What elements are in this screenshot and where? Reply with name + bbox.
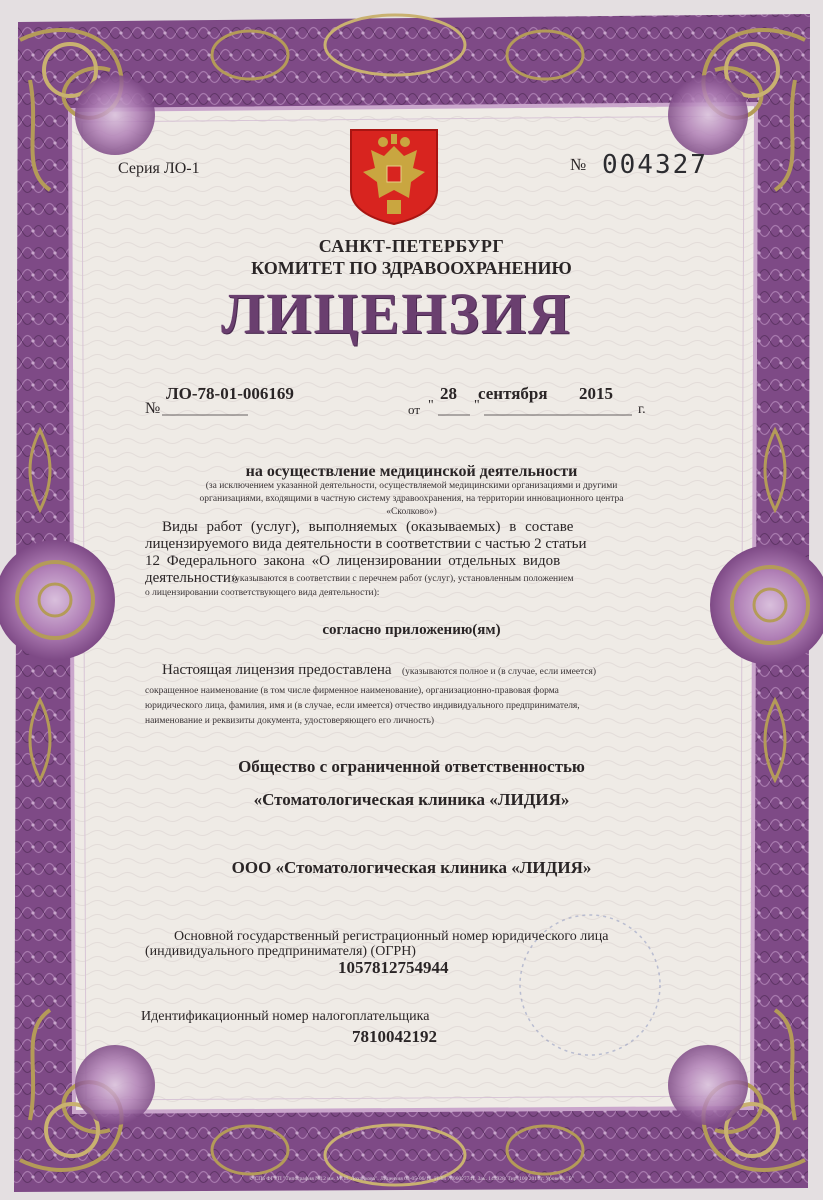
committee-heading: КОМИТЕТ ПО ЗДРАВООХРАНЕНИЮ (251, 258, 572, 278)
holder-intro-note: юридического лица, фамилия, имя и (в случае, если имеется) отчество индивидуального предпринимателя, (145, 701, 580, 711)
rosette-left (0, 540, 115, 660)
works-line: деятельности» (145, 570, 239, 586)
date-day: 28 (440, 384, 457, 403)
year-suffix: г. (638, 402, 646, 417)
city-heading: САНКТ-ПЕТЕРБУРГ (318, 236, 505, 256)
according-to-appendix: согласно приложению(ям) (322, 622, 501, 638)
license-title: ЛИЦЕНЗИЯ (221, 281, 572, 346)
date-month: сентября (478, 384, 548, 403)
holder-intro-note: наименование и реквизиты документа, удостоверяющего его личность) (145, 716, 435, 726)
date-from-label: от (408, 402, 421, 417)
activity-title: на осуществление медицинской деятельности (245, 463, 578, 480)
works-line: Виды работ (услуг), выполняемых (оказываемых) в составе (162, 519, 574, 535)
license-number: ЛО-78-01-006169 (166, 384, 294, 403)
coat-of-arms-icon (349, 128, 439, 226)
activity-note-line: организациями, входящими в частную систему здравоохранения, на территории инновационного центра (199, 494, 624, 504)
activity-note-line: (за исключением указанной деятельности, осуществляемой медицинскими организациями и другими (205, 481, 618, 491)
date-year: 2015 (579, 384, 613, 403)
holder-short-name: ООО «Стоматологическая клиника «ЛИДИЯ» (231, 858, 592, 877)
quote-open: " (428, 398, 434, 413)
ogrn-value: 1057812754944 (338, 958, 449, 977)
holder-intro: Настоящая лицензия предоставлена (162, 662, 392, 678)
works-line-note: (указываются в соответствии с перечнем работ (услуг), установленным положением (232, 574, 574, 584)
inn-label: Идентификационный номер налогоплательщика (141, 1009, 430, 1024)
ogrn-label: Основной государственный регистрационный номер юридического лица (174, 929, 609, 944)
holder-intro-note: сокращенное наименование (в том числе фирменное наименование), организационно-правовая форма (145, 686, 559, 696)
activity-note-line: «Сколково») (386, 507, 437, 517)
holder-full-name: Общество с ограниченной ответственностью (238, 757, 585, 776)
quote-close: " (474, 398, 480, 413)
ogrn-label: (индивидуального предпринимателя) (ОГРН) (145, 944, 416, 959)
license-number-label: № (145, 400, 161, 417)
works-line-note: о лицензировании соответствующего вида деятельности): (145, 588, 380, 598)
works-line: 12 Федерального закона «О лицензировании отдельных видов (145, 553, 561, 569)
holder-full-name: «Стоматологическая клиника «ЛИДИЯ» (253, 790, 570, 809)
blank-number: 004327 (602, 150, 708, 180)
holder-intro-note: (указываются полное и (в случае, если имеется) (402, 667, 597, 677)
printer-imprint: © СПб ФГУП "Типография №12 им. М. И. Лоханкова". Лицензия 03-05-06/16. ИНН 7806027741. Зак. 143928. Тир. 100 2014 г. Уровень "Б" (249, 1176, 574, 1182)
blank-number-prefix: № (570, 155, 587, 174)
works-line: лицензируемого вида деятельности в соответствии с частью 2 статьи (145, 536, 587, 552)
inn-value: 7810042192 (352, 1027, 437, 1046)
series-label: Серия ЛО-1 (118, 160, 200, 177)
